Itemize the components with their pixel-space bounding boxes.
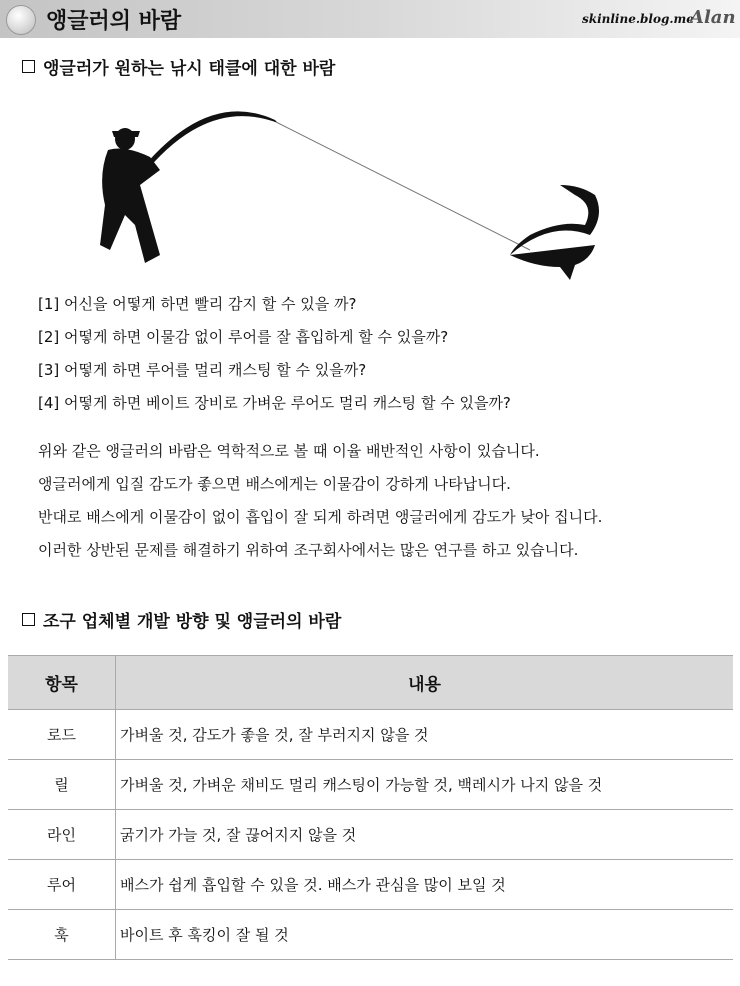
item-cell: 로드 [8, 710, 116, 760]
table-row [8, 810, 733, 860]
table-row [8, 710, 733, 760]
content-cell: 굵기가 가늘 것, 잘 끊어지지 않을 것 [116, 810, 734, 860]
content-cell: 바이트 후 훅킹이 잘 될 것 [116, 910, 734, 960]
question-item: [4] 어떻게 하면 베이트 장비로 가벼운 루어도 멀리 캐스팅 할 수 있을까? [38, 394, 511, 412]
paragraph-line: 위와 같은 앵글러의 바람은 역학적으로 볼 때 이율 배반적인 사항이 있습니다. [38, 442, 540, 460]
header-bar [0, 0, 740, 38]
wishes-table [8, 655, 733, 960]
checkbox-bullet-icon [22, 60, 35, 73]
column-header: 항목 [8, 656, 116, 710]
author-signature: Alan [690, 7, 736, 28]
table-header-row [8, 656, 733, 710]
section-heading-2 [22, 607, 341, 632]
site-url: skinline.blog.me [582, 12, 694, 26]
logo-icon [6, 5, 36, 35]
content-cell: 배스가 쉽게 흡입할 수 있을 것. 배스가 관심을 많이 보일 것 [116, 860, 734, 910]
section-heading-text: 앵글러가 원하는 낚시 태클에 대한 바람 [43, 59, 336, 79]
page-title: 앵글러의 바람 [46, 9, 182, 34]
content-cell: 가벼울 것, 감도가 좋을 것, 잘 부러지지 않을 것 [116, 710, 734, 760]
question-item: [3] 어떻게 하면 루어를 멀리 캐스팅 할 수 있을까? [38, 361, 367, 379]
item-cell: 라인 [8, 810, 116, 860]
fish-silhouette [510, 185, 599, 280]
fishing-line [276, 122, 530, 250]
table-row [8, 910, 733, 960]
paragraph-line: 앵글러에게 입질 감도가 좋으면 배스에게는 이물감이 강하게 나타납니다. [38, 475, 511, 493]
fishing-rod [145, 111, 278, 169]
angler-fish-illustration [90, 95, 620, 280]
item-cell: 루어 [8, 860, 116, 910]
section-heading-text: 조구 업체별 개발 방향 및 앵글러의 바람 [43, 612, 342, 632]
paragraph-line: 반대로 배스에게 이물감이 없이 흡입이 잘 되게 하려면 앵글러에게 감도가 낮아 집니다. [38, 508, 603, 526]
column-header: 내용 [116, 656, 734, 710]
fisherman-silhouette [100, 128, 160, 263]
table-row [8, 760, 733, 810]
paragraph-line: 이러한 상반된 문제를 해결하기 위하여 조구회사에서는 많은 연구를 하고 있습니다. [38, 541, 579, 559]
question-item: [2] 어떻게 하면 이물감 없이 루어를 잘 흡입하게 할 수 있을까? [38, 328, 449, 346]
section-heading-1 [22, 54, 335, 79]
item-cell: 릴 [8, 760, 116, 810]
checkbox-bullet-icon [22, 613, 35, 626]
content-cell: 가벼울 것, 가벼운 채비도 멀리 캐스팅이 가능할 것, 백레시가 나지 않을 것 [116, 760, 734, 810]
table-row [8, 860, 733, 910]
question-item: [1] 어신을 어떻게 하면 빨리 감지 할 수 있을 까? [38, 295, 357, 313]
item-cell: 훅 [8, 910, 116, 960]
